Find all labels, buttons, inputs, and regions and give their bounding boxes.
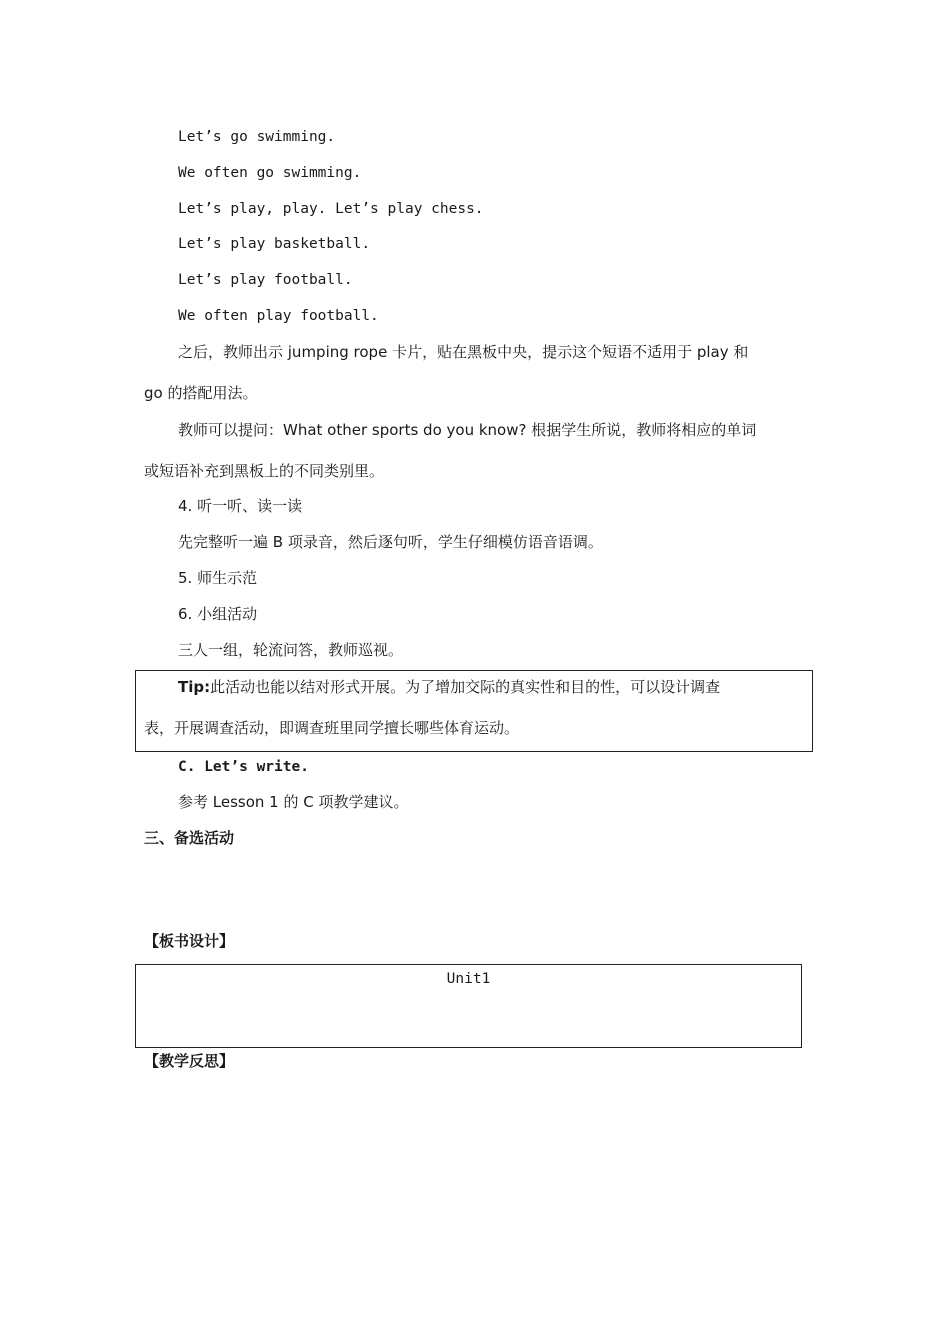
step-4-title: 4. 听一听、读一读 (178, 497, 303, 515)
section-c-title: C. Let’s write. (178, 759, 309, 775)
dialogue-line-1: Let’s go swimming. (178, 129, 336, 145)
step-6-text: 三人一组，轮流问答，教师巡视。 (178, 641, 404, 659)
dialogue-line-4: Let’s play basketball. (178, 236, 371, 252)
tip-line-2: 表，开展调查活动，即调查班里同学擅长哪些体育运动。 (144, 719, 520, 737)
dialogue-line-2: We often go swimming. (178, 165, 362, 181)
paragraph-2-line-2: 或短语补充到黑板上的不同类别里。 (144, 462, 385, 480)
reflection-heading: 【教学反思】 (144, 1052, 235, 1070)
board-design-box (135, 964, 802, 1048)
tip-label: Tip: (178, 678, 211, 696)
step-4-text: 先完整听一遍 B 项录音，然后逐句听，学生仔细模仿语音语调。 (178, 533, 603, 551)
paragraph-2-line-1: 教师可以提问：What other sports do you know? 根据学生所说，教师将相应的单词 (178, 421, 757, 439)
dialogue-line-3: Let’s play, play. Let’s play chess. (178, 201, 484, 217)
paragraph-1-line-2: go 的搭配用法。 (144, 384, 258, 402)
paragraph-1-line-1: 之后，教师出示 jumping rope 卡片，贴在黑板中央，提示这个短语不适用于 play 和 (178, 343, 749, 361)
step-6-title: 6. 小组活动 (178, 605, 258, 623)
board-title: Unit1 (446, 971, 491, 987)
dialogue-line-6: We often play football. (178, 308, 379, 324)
section-c-text: 参考 Lesson 1 的 C 项教学建议。 (178, 793, 409, 811)
section-3-title: 三、备选活动 (144, 829, 235, 847)
tip-line-1 (178, 677, 720, 697)
dialogue-line-5: Let’s play football. (178, 272, 353, 288)
tip-text-1: 此活动也能以结对形式开展。为了增加交际的真实性和目的性，可以设计调查 (210, 678, 721, 696)
step-5-title: 5. 师生示范 (178, 569, 258, 587)
board-design-heading: 【板书设计】 (144, 932, 235, 950)
